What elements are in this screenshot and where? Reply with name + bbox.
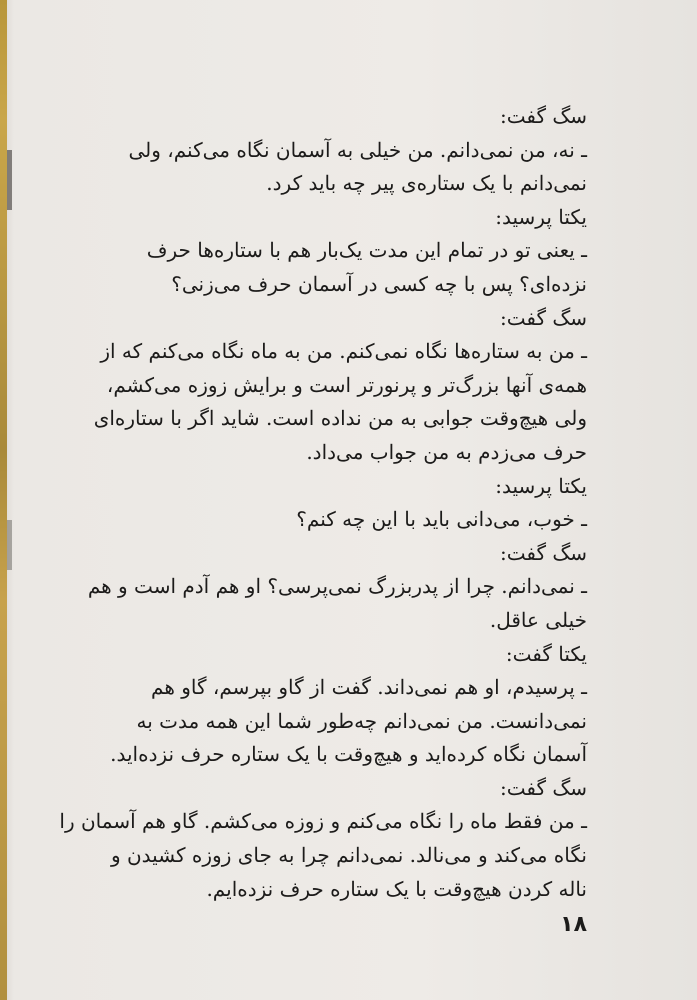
text-line: ولی هیچ‌وقت جوابی به من نداده است. شاید اگر با ستاره‌ای xyxy=(93,406,587,431)
text-line: آسمان نگاه کرده‌اید و هیچ‌وقت با یک ستاره حرف نزده‌اید. xyxy=(110,742,587,767)
text-line: همه‌ی آنها بزرگ‌تر و پرنورتر است و برایش زوزه می‌کشم، xyxy=(106,372,587,397)
text-line: خیلی عاقل. xyxy=(489,607,587,632)
dialogue-speaker: سگ گفت: xyxy=(499,540,587,565)
text-line: نمی‌دانم با یک ستاره‌ی پیر چه باید کرد. xyxy=(266,171,587,196)
spine-shadow-lower xyxy=(7,520,12,570)
text-line: نزده‌ای؟ پس با چه کسی در آسمان حرف می‌زنی؟ xyxy=(171,271,587,296)
dialogue-speaker: سگ گفت: xyxy=(499,775,587,800)
text-line: ـ خوب، می‌دانی باید با این چه کنم؟ xyxy=(296,507,587,532)
text-line: ـ یعنی تو در تمام این مدت یک‌بار هم با ستاره‌ها حرف xyxy=(146,238,587,263)
dialogue-speaker: یکتا گفت: xyxy=(505,641,587,666)
text-line: نمی‌دانست. من نمی‌دانم چه‌طور شما این همه مدت به xyxy=(136,708,587,733)
text-line: ـ نمی‌دانم. چرا از پدربزرگ نمی‌پرسی؟ او هم آدم است و هم xyxy=(87,574,587,599)
story-text xyxy=(59,100,587,906)
text-line: ـ پرسیدم، او هم نمی‌داند. گفت از گاو بپرسم، گاو هم xyxy=(151,675,587,700)
text-line: ـ من به ستاره‌ها نگاه نمی‌کنم. من به ماه نگاه می‌کنم که از xyxy=(100,339,587,364)
text-line: ـ من فقط ماه را نگاه می‌کنم و زوزه می‌کشم. گاو هم آسمان را xyxy=(59,809,587,834)
page-number: ۱۸ xyxy=(560,912,587,937)
book-spine-edge xyxy=(0,0,7,1000)
text-line: حرف می‌زدم به من جواب می‌داد. xyxy=(306,439,587,464)
dialogue-speaker: سگ گفت: xyxy=(499,104,587,128)
dialogue-speaker: یکتا پرسید: xyxy=(495,204,587,229)
dialogue-speaker: یکتا پرسید: xyxy=(495,473,587,498)
text-line: ناله کردن هیچ‌وقت با یک ستاره حرف نزده‌ایم. xyxy=(206,876,587,901)
dialogue-speaker: سگ گفت: xyxy=(499,305,587,330)
spine-shadow xyxy=(7,150,12,210)
text-line: نگاه می‌کند و می‌نالد. نمی‌دانم چرا به جای زوزه کشیدن و xyxy=(110,843,587,868)
text-line: ـ نه، من نمی‌دانم. من خیلی به آسمان نگاه می‌کنم، ولی xyxy=(128,137,587,162)
